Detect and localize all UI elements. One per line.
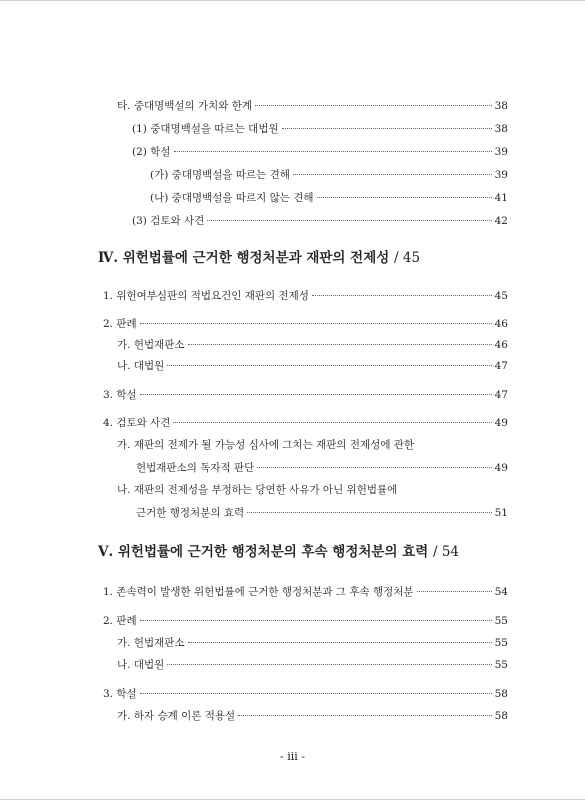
toc-entry [0,656,585,674]
entry-label: 가. 재판의 전제가 될 가능성 심사에 그치는 재판의 전제성에 관한 [117,439,415,451]
leader-dots [247,512,492,513]
entry-page: 41 [494,192,508,204]
heading-title: Ⅴ. 위헌법률에 근거한 행정처분의 후속 행정처분의 효력 [98,544,429,560]
toc-entry [0,336,585,354]
leader-dots [140,693,492,694]
chapter-heading-5 [98,542,459,562]
entry-page: 58 [494,710,508,722]
entry-page: 38 [494,100,508,112]
toc-entry [0,707,585,725]
toc-entry [0,504,585,522]
toc-entry-ta [0,97,585,115]
entry-page: 42 [494,215,508,227]
page-number-footer: - iii - [280,750,305,763]
leader-dots [312,295,492,296]
leader-dots [167,664,491,665]
entry-label: 가. 헌법재판소 [117,637,185,649]
toc-entry [0,386,585,404]
entry-label: (1) 중대명백설을 따르는 대법원 [132,123,279,135]
entry-page: 46 [494,339,508,351]
toc-entry [0,287,585,305]
entry-label: 근거한 행정처분의 효력 [136,507,245,519]
chapter-heading-4 [98,248,420,268]
entry-label: (2) 학설 [132,146,171,158]
entry-label: 3. 학설 [103,389,137,401]
entry-label: (나) 중대명백설을 따르지 않는 견해 [150,192,314,204]
entry-page: 47 [494,360,508,372]
entry-label: 가. 하자 승계 이론 적용설 [117,710,236,722]
toc-entry [0,612,585,630]
toc-entry [0,357,585,375]
toc-entry [0,583,585,601]
entry-label: (가) 중대명백설을 따르는 견해 [150,169,290,181]
entry-label: 가. 헌법재판소 [117,339,185,351]
leader-dots [167,365,491,366]
leader-dots [417,591,492,592]
leader-dots [317,197,492,198]
toc-entry-ga [0,166,585,184]
toc-entry [0,634,585,652]
entry-page: 39 [494,169,508,181]
entry-page: 49 [494,462,508,474]
leader-dots [257,467,491,468]
leader-dots [282,128,492,129]
toc-entry-2 [0,143,585,161]
leader-dots [188,642,492,643]
toc-entry-1 [0,120,585,138]
leader-dots [293,174,492,175]
toc-entry [0,685,585,703]
toc-entry [0,414,585,432]
leader-dots [255,105,492,106]
leader-dots [188,344,492,345]
heading-page: / 54 [432,544,460,560]
top-divider [0,0,585,1]
entry-page: 38 [494,123,508,135]
entry-label: 2. 판례 [103,615,137,627]
entry-label: 1. 위헌여부심판의 적법요건인 재판의 전제성 [103,290,309,302]
entry-label: 1. 존속력이 발생한 위헌법률에 근거한 행정처분과 그 후속 행정처분 [103,586,414,598]
toc-entry [0,315,585,333]
leader-dots [173,422,491,423]
leader-dots [207,220,491,221]
entry-page: 54 [494,586,508,598]
toc-entry-wrapped [0,481,585,499]
entry-page: 46 [494,318,508,330]
entry-label: 타. 중대명백설의 가치와 한계 [117,100,253,112]
entry-page: 47 [494,389,508,401]
entry-label: 나. 재판의 전제성을 부정하는 당연한 사유가 아닌 위헌법률에 [117,484,398,496]
entry-label: (3) 검토와 사견 [132,215,205,227]
entry-page: 39 [494,146,508,158]
entry-label: 3. 학설 [103,688,137,700]
entry-page: 55 [494,637,508,649]
entry-page: 55 [494,659,508,671]
heading-page: / 45 [394,250,421,266]
toc-entry-wrapped [0,436,585,454]
entry-page: 55 [494,615,508,627]
entry-page: 49 [494,417,508,429]
entry-label: 2. 판례 [103,318,137,330]
entry-label: 나. 대법원 [117,360,165,372]
toc-entry-na [0,189,585,207]
entry-page: 51 [494,507,508,519]
entry-page: 58 [494,688,508,700]
entry-label: 4. 검토와 사견 [103,417,171,429]
leader-dots [140,620,492,621]
entry-page: 45 [494,290,508,302]
leader-dots [238,715,492,716]
heading-title: Ⅳ. 위헌법률에 근거한 행정처분과 재판의 전제성 [98,250,390,266]
leader-dots [174,151,492,152]
toc-entry-3 [0,212,585,230]
entry-label: 헌법재판소의 독자적 판단 [136,462,255,474]
toc-entry [0,459,585,477]
entry-label: 나. 대법원 [117,659,165,671]
leader-dots [140,394,492,395]
leader-dots [140,323,492,324]
